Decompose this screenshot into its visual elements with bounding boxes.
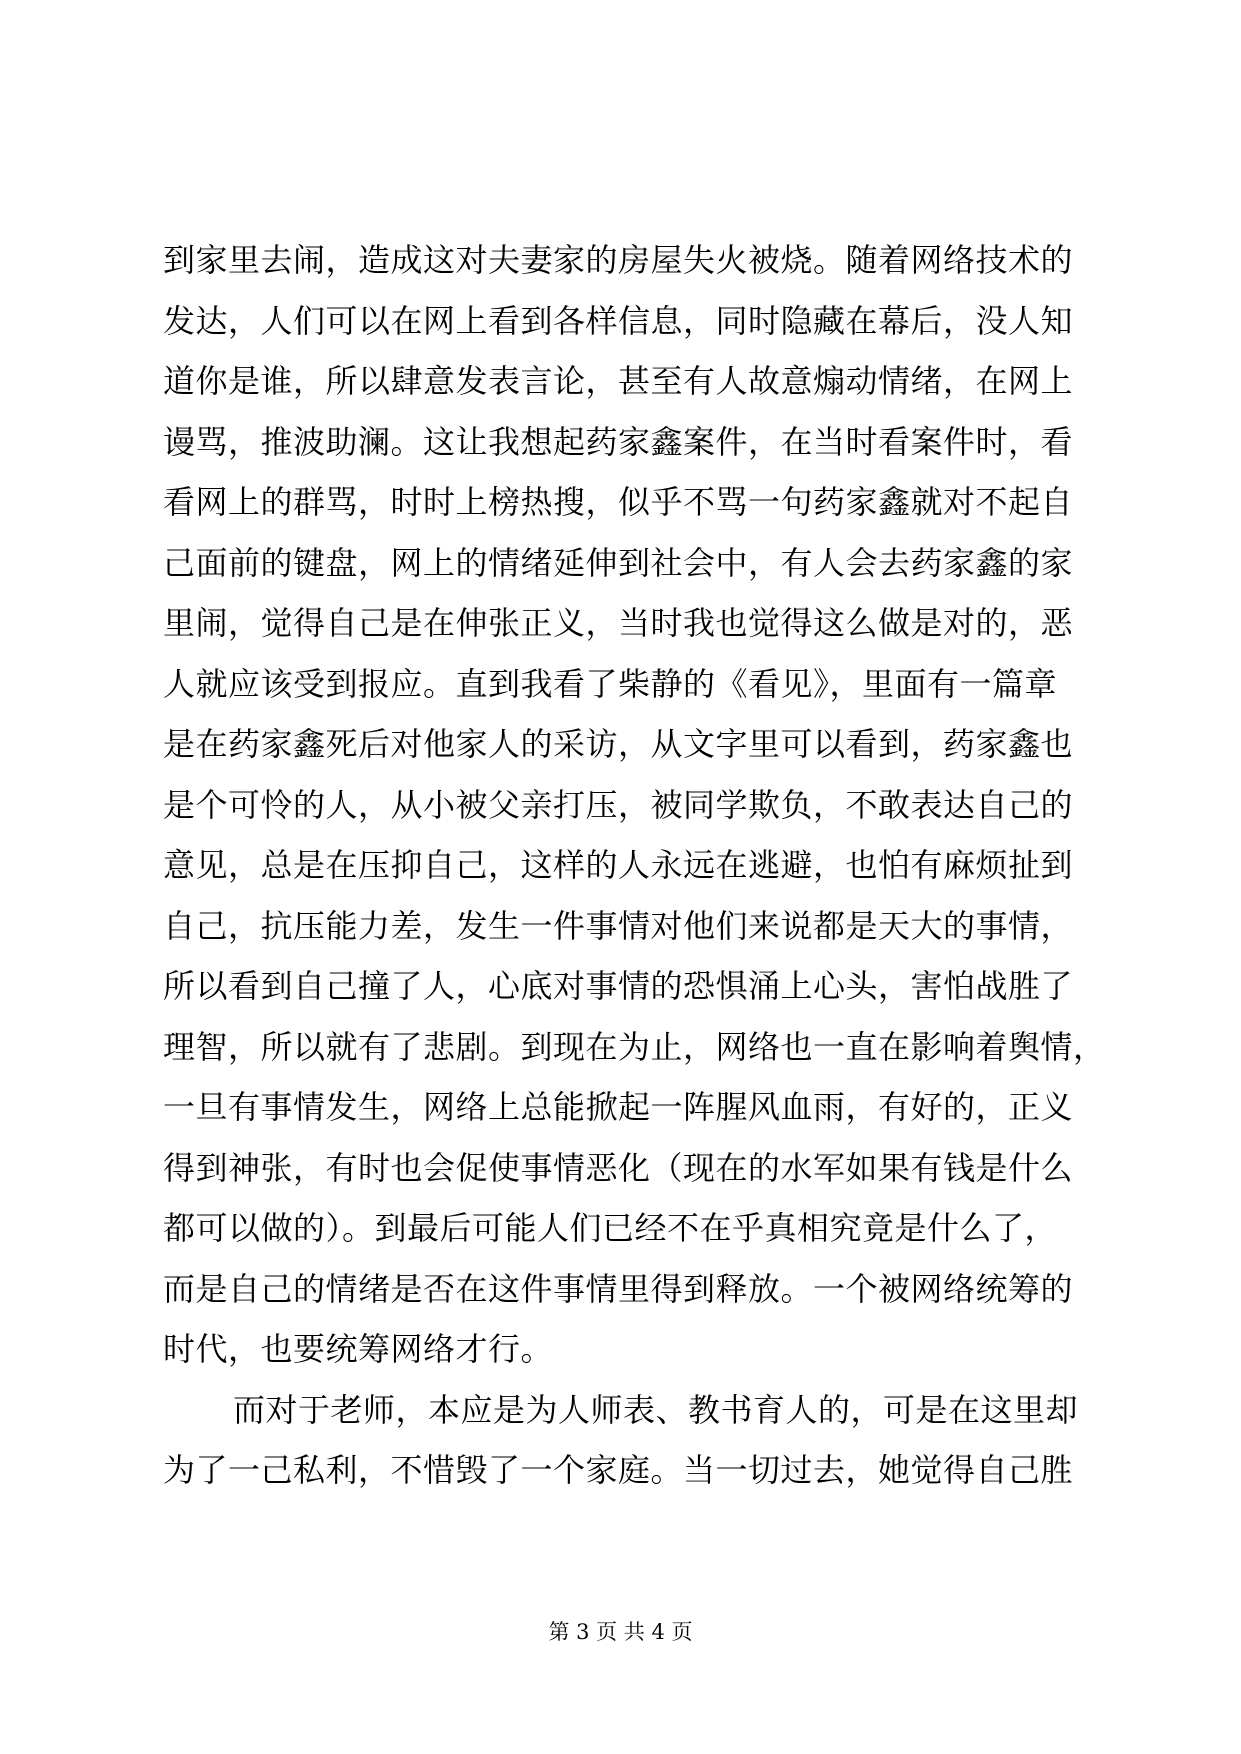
text-line: 是在药家鑫死后对他家人的采访，从文字里可以看到，药家鑫也 — [163, 725, 1074, 763]
text-line: 为了一己私利，不惜毁了一个家庭。当一切过去，她觉得自己胜 — [163, 1451, 1074, 1489]
text-line: 己面前的键盘，网上的情绪延伸到社会中，有人会去药家鑫的家 — [163, 543, 1074, 582]
paragraph-first-line: 而对于老师，本应是为人师表、教书育人的，可是在这里却 — [233, 1390, 1079, 1429]
text-line: 是个可怜的人，从小被父亲打压，被同学欺负，不敢表达自己的 — [163, 785, 1074, 824]
text-line: 自己，抗压能力差，发生一件事情对他们来说都是天大的事情， — [163, 906, 1074, 945]
body-text — [163, 230, 1106, 1501]
text-line: 人就应该受到报应。直到我看了柴静的《看见》，里面有一篇章 — [163, 664, 1058, 703]
text-line: 都可以做的）。到最后可能人们已经不在乎真相究竟是什么了， — [163, 1209, 1058, 1247]
text-line: 所以看到自己撞了人，心底对事情的恐惧涌上心头，害怕战胜了 — [163, 967, 1074, 1005]
text-line: 时代，也要统筹网络才行。 — [163, 1330, 554, 1368]
text-line: 理智，所以就有了悲剧。到现在为止，网络也一直在影响着舆情， — [163, 1027, 1106, 1066]
text-line: 得到神张，有时也会促使事情恶化（现在的水军如果有钱是什么 — [163, 1148, 1074, 1187]
text-line: 道你是谁，所以肆意发表言论，甚至有人故意煽动情绪，在网上 — [163, 362, 1074, 400]
text-line: 意见，总是在压抑自己，这样的人永远在逃避，也怕有麻烦扯到 — [163, 846, 1074, 884]
text-line: 发达，人们可以在网上看到各样信息，同时隐藏在幕后，没人知 — [163, 301, 1074, 340]
text-line: 看网上的群骂，时时上榜热搜，似乎不骂一句药家鑫就对不起自 — [163, 483, 1074, 521]
text-line: 里闹，觉得自己是在伸张正义，当时我也觉得这么做是对的，恶 — [163, 604, 1074, 642]
page-footer: 第 3 页 共 4 页 — [548, 1620, 693, 1644]
text-line: 而是自己的情绪是否在这件事情里得到释放。一个被网络统筹的 — [163, 1269, 1074, 1308]
text-line: 到家里去闹，造成这对夫妻家的房屋失火被烧。随着网络技术的 — [163, 241, 1074, 279]
text-line: 谩骂，推波助澜。这让我想起药家鑫案件，在当时看案件时，看 — [163, 422, 1074, 461]
text-line: 一旦有事情发生，网络上总能掀起一阵腥风血雨，有好的，正义 — [163, 1088, 1074, 1126]
